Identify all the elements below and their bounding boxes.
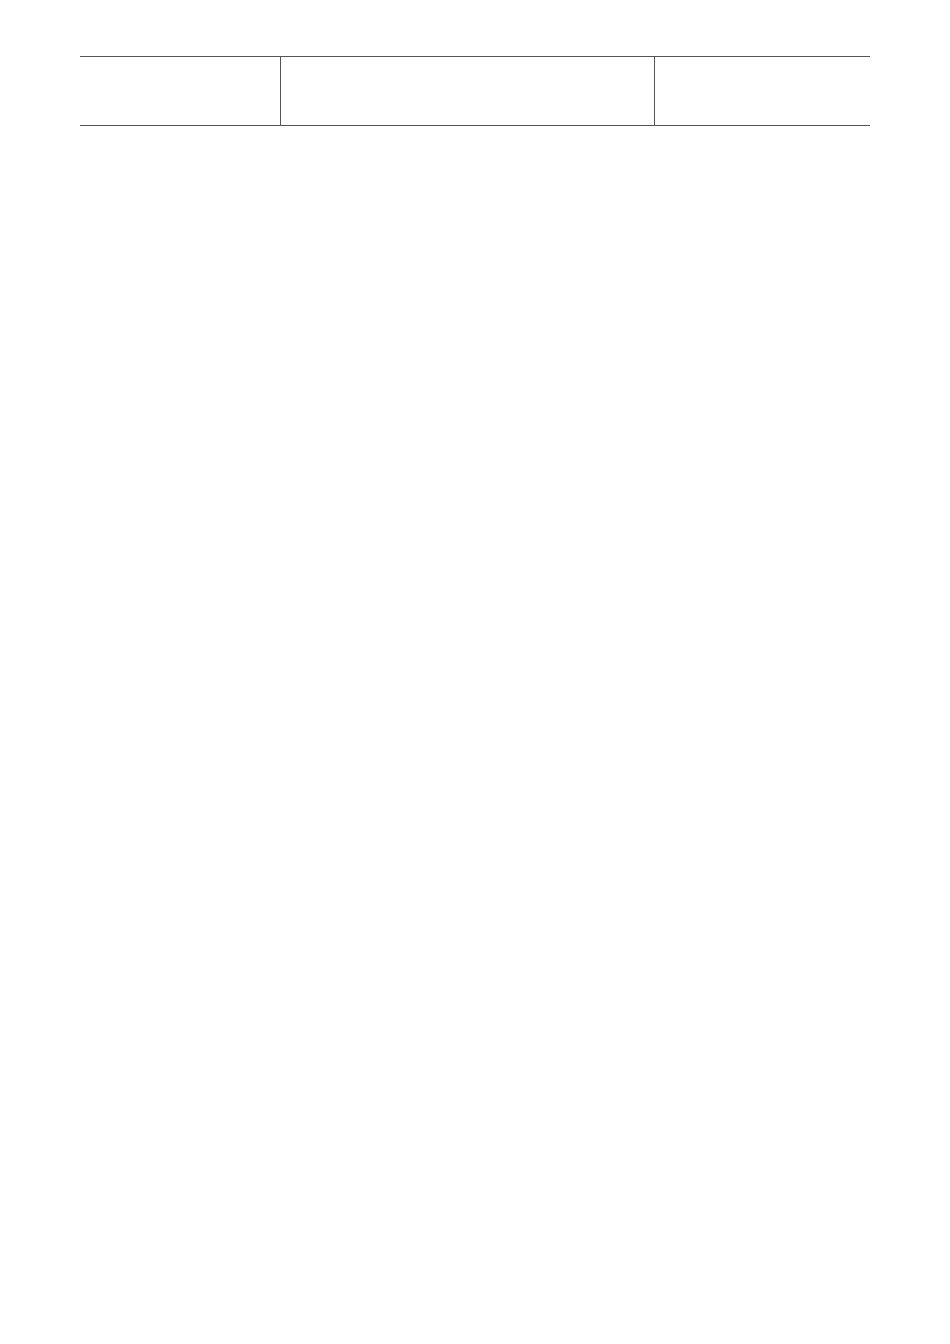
page-header [80,56,870,126]
header-meta [80,57,281,125]
header-page-label [655,57,870,125]
header-motto [281,57,655,125]
